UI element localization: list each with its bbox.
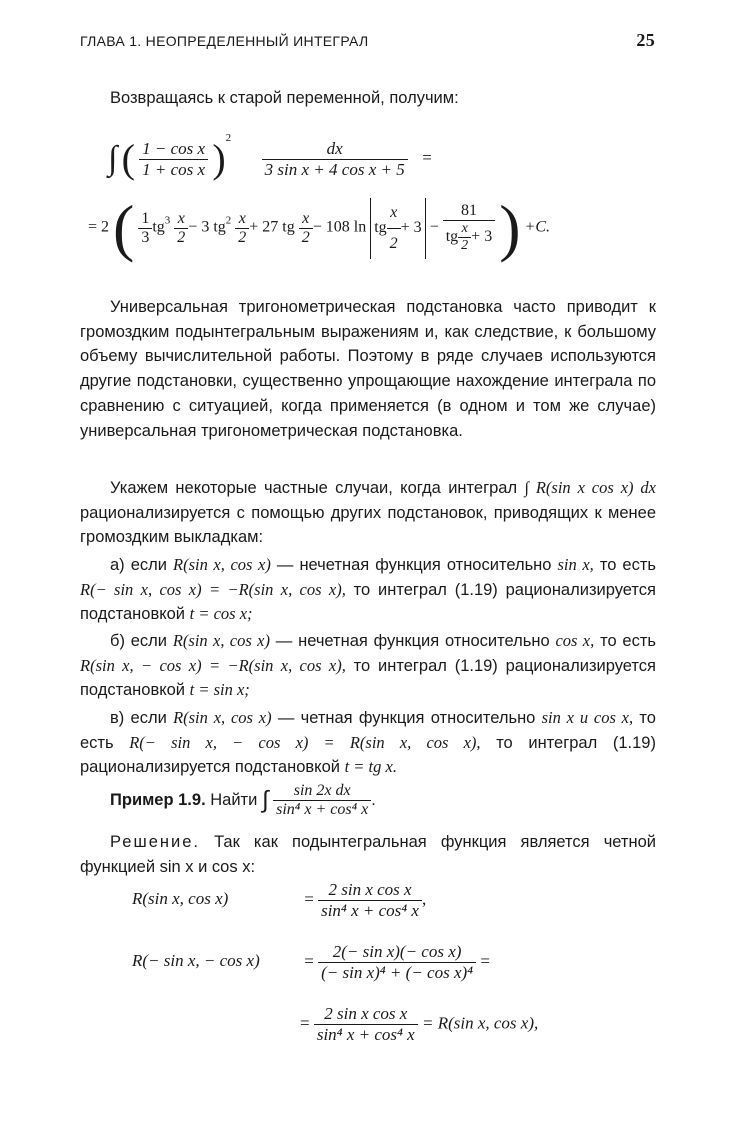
fraction-denominator: sin⁴ x + cos⁴ x — [318, 900, 422, 921]
math: t = cos x; — [189, 604, 253, 624]
tg-fn: tg — [152, 218, 165, 236]
integral-expr: ∫ R(sin x cos x) dx — [524, 478, 656, 497]
text: Так как подынтегральная функция является четной функцией sin x и cos x: — [80, 833, 656, 876]
rhs-fraction — [318, 942, 476, 983]
lhs: R(− sin x, − cos x) — [132, 951, 260, 971]
rhs-fraction — [314, 1004, 418, 1045]
fraction-numerator: x — [302, 209, 310, 227]
text: Укажем некоторые частные случаи, когда интеграл — [110, 479, 518, 497]
math: R(− sin x, cos x) = −R(sin x, cos x), — [80, 579, 346, 599]
term: + 3 — [471, 228, 493, 246]
fraction-denominator: 3 — [138, 228, 152, 247]
exponent: 2 — [225, 214, 232, 227]
text: рационализируется подстановкой — [80, 580, 656, 624]
math: R(sin x, cos x) — [173, 708, 272, 727]
integral-sign: ∫ — [261, 786, 269, 814]
text: — четная функция относительно — [277, 709, 536, 727]
equals-sign: = — [480, 951, 490, 971]
rhs-fraction — [318, 880, 422, 921]
coefficient: = 2 — [88, 218, 110, 236]
case-label: в) если — [110, 709, 167, 727]
text: — нечетная функция относительно — [276, 556, 552, 574]
example-verb: Найти — [210, 790, 258, 809]
math: R(sin x, cos x) — [173, 555, 271, 574]
text: то интеграл — [353, 656, 447, 675]
math: R(sin x, − cos x) = −R(sin x, cos x), — [80, 655, 346, 675]
fraction-half — [458, 221, 471, 254]
text: рационализируется с помощью других подстановок, приводящих к менее громоздким выкладкам: — [80, 503, 656, 547]
fraction-denominator — [443, 220, 495, 254]
fraction-numerator: 1 — [141, 209, 150, 227]
text: то интеграл — [353, 580, 447, 599]
fraction-one-third — [138, 210, 152, 247]
fraction-half — [174, 210, 188, 247]
fraction-numerator: 1 − cos x — [142, 138, 206, 158]
fraction-denominator: sin⁴ x + cos⁴ x — [273, 800, 371, 819]
comma: , — [421, 889, 427, 909]
text: то интеграл — [496, 733, 598, 752]
lhs: R(sin x, cos x) — [132, 889, 229, 909]
case-c — [80, 706, 656, 780]
equals-sign: = — [304, 889, 314, 909]
math: t = tg x. — [344, 757, 397, 777]
fraction-half — [387, 198, 401, 259]
equation-ref: (1.19) — [612, 733, 656, 752]
case-b — [80, 629, 656, 703]
math: sin x и cos x, — [541, 708, 634, 727]
fraction-denominator: 3 sin x + 4 cos x + 5 — [262, 159, 408, 180]
case-label: а) если — [110, 556, 167, 574]
fraction-numerator: sin 2x dx — [293, 782, 351, 799]
chapter-title: ГЛАВА 1. НЕОПРЕДЕЛЕННЫЙ ИНТЕГРАЛ — [80, 33, 369, 49]
math: sin x, — [557, 555, 594, 574]
fraction-denominator: 1 + cos x — [139, 159, 208, 180]
math: t = sin x; — [189, 680, 250, 700]
fraction-denominator-expr — [262, 139, 408, 180]
paragraph-2 — [80, 476, 656, 550]
fraction-denominator: 2 — [458, 237, 471, 254]
fraction-half — [235, 210, 249, 247]
fraction-81 — [443, 202, 495, 254]
derivation-row-1 — [132, 880, 426, 921]
fraction-denominator: (− sin x)⁴ + (− cos x)⁴ — [318, 962, 476, 983]
equals-sign: = — [422, 148, 432, 167]
equation-ref: (1.19) — [454, 580, 498, 599]
fraction-numerator: 2 sin x cos x — [328, 880, 412, 899]
integral-sign: ∫ — [108, 140, 118, 178]
text: то есть — [599, 556, 657, 574]
big-paren-open: ( — [113, 192, 135, 263]
power: 2 — [225, 132, 232, 144]
equation-ref: (1.19) — [454, 656, 498, 675]
fraction-numerator: x — [390, 203, 398, 221]
fraction-numerator: 81 — [460, 202, 477, 219]
example-label: Пример 1.9. — [110, 790, 206, 809]
exponent: 3 — [164, 214, 171, 227]
text: то есть — [80, 709, 656, 752]
formula-integral-line — [108, 132, 432, 180]
equals-sign: = — [300, 1013, 310, 1033]
fraction-denominator: 2 — [387, 228, 401, 259]
running-header — [80, 30, 655, 54]
derivation-row-3 — [300, 1004, 538, 1045]
paragraph-1: Универсальная тригонометрическая подстановка часто приводит к громоздким подынтегральным выражениям и, как следствие, к большому объему вычислительной работы. Поэтому в ряде случаев используются другие подстановки, существенно упрощающие нахождение интеграла по сравнению с ситуацией, когда применяется (в одном и том же случае) универсальная тригонометрическая подстановка. — [80, 298, 656, 440]
fraction-denominator: 2 — [174, 228, 188, 247]
term: − 108 ln — [312, 218, 367, 236]
page-number: 25 — [636, 30, 655, 50]
rhs-tail: = R(sin x, cos x), — [421, 1013, 539, 1033]
paren-close: ) — [212, 136, 226, 182]
math: R(sin x, cos x) — [172, 631, 270, 650]
example-line: Пример 1.9. Найти ∫ $\frac{\text{sin 2x dx}}{\text{sin⁴ x + cos⁴ x}}$ . — [110, 782, 376, 818]
text: то есть — [600, 632, 657, 650]
case-label: б) если — [110, 632, 168, 650]
fraction-numerator: x — [238, 209, 246, 227]
fraction-numerator: x — [461, 221, 468, 236]
fraction-numerator: x — [177, 209, 185, 227]
term: + 27 tg — [249, 218, 295, 236]
tg-fn: tg — [445, 228, 459, 246]
solution-label: Решение. — [110, 833, 200, 851]
text: рационализируется подстановкой — [80, 758, 340, 777]
fraction-denominator: sin⁴ x + cos⁴ x — [314, 1024, 418, 1045]
fraction-denominator: 2 — [235, 228, 249, 247]
fraction-numerator: 2 sin x cos x — [324, 1004, 408, 1023]
equals-sign: = — [304, 951, 314, 971]
math: R(− sin x, − cos x) = R(sin x, cos x), — [129, 732, 481, 752]
formula-result-line — [88, 192, 550, 263]
fraction-cos — [139, 139, 208, 180]
fraction-half — [299, 210, 313, 247]
case-a — [80, 553, 656, 627]
term: − 3 tg — [188, 218, 226, 236]
solution-paragraph — [80, 830, 656, 879]
fraction-numerator: 2(− sin x)(− cos x) — [332, 942, 462, 961]
paren-open: ( — [121, 136, 135, 182]
example-fraction — [273, 782, 371, 819]
constant: +C. — [524, 218, 550, 236]
intro-line: Возвращаясь к старой переменной, получим: — [110, 89, 459, 107]
math: cos x, — [555, 631, 595, 650]
term: + 3 — [400, 218, 422, 236]
fraction-denominator: 2 — [299, 228, 313, 247]
derivation-row-2 — [132, 942, 490, 983]
fraction-numerator: dx — [326, 138, 343, 158]
text: — нечетная функция относительно — [275, 632, 550, 650]
big-paren-close: ) — [499, 192, 521, 263]
text: рационализируется подстановкой — [80, 656, 656, 700]
tg-fn: tg — [374, 218, 387, 236]
minus-sign: − — [429, 218, 439, 236]
absolute-value — [370, 198, 425, 259]
